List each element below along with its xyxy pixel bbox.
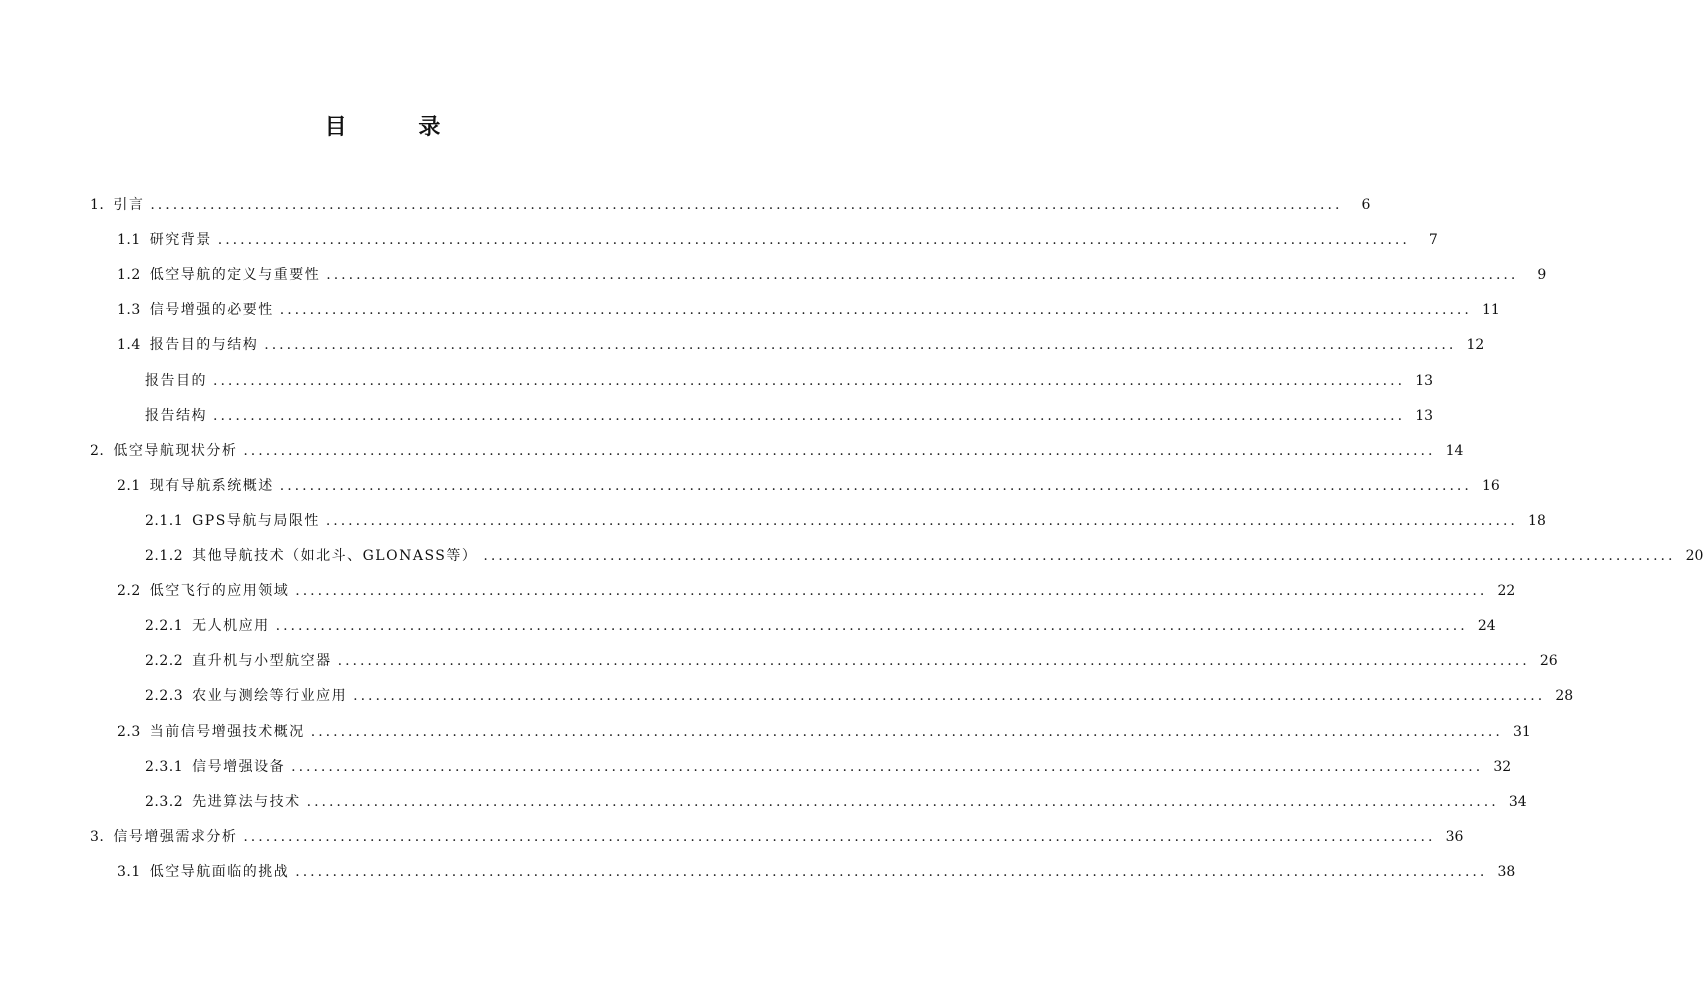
toc-entry[interactable] xyxy=(117,328,1485,362)
toc-dot-leader: ................................................................................................................................................................ xyxy=(243,442,1436,459)
toc-entry-label: 信号增强需求分析 xyxy=(113,828,238,845)
toc-entry-label: 直升机与小型航空器 xyxy=(192,653,332,670)
toc-dot-leader: ................................................................................................................................................................ xyxy=(337,653,1530,670)
toc-page-number: 28 xyxy=(1555,688,1574,705)
toc-entry-number: 2.3.2 xyxy=(145,793,184,810)
toc-entry-number: 2. xyxy=(90,442,105,459)
toc-dot-leader: ................................................................................................................................................................ xyxy=(213,372,1406,389)
toc-entry-label: 低空导航面临的挑战 xyxy=(149,863,290,880)
toc-dot-leader: ................................................................................................................................................................ xyxy=(295,863,1488,880)
page-title: 目 录 xyxy=(324,115,473,140)
toc-entry-label: 报告目的 xyxy=(145,372,207,389)
toc-entry-number: 1.1 xyxy=(117,232,141,249)
toc-page-number: 34 xyxy=(1508,793,1527,810)
toc-entry[interactable] xyxy=(145,750,1512,784)
toc-entry-number: 1.3 xyxy=(117,302,141,319)
toc-dot-leader: ................................................................................................................................................................ xyxy=(150,197,1343,213)
toc-entry-label: 报告目的与结构 xyxy=(149,337,259,354)
toc-entry-number: 2.2.2 xyxy=(145,653,184,670)
toc-dot-leader: ................................................................................................................................................................ xyxy=(295,583,1488,600)
toc-entry[interactable] xyxy=(145,399,1434,433)
toc-entry[interactable] xyxy=(145,679,1574,713)
toc-entry[interactable] xyxy=(145,364,1434,398)
toc-entry-label: 信号增强的必要性 xyxy=(149,302,274,319)
toc-page-number: 31 xyxy=(1512,723,1531,740)
toc-entry-number: 2.2 xyxy=(117,583,141,600)
toc-page-number: 13 xyxy=(1415,407,1434,424)
toc-entry-label: GPS导航与局限性 xyxy=(192,512,320,529)
toc-entry-number: 2.3.1 xyxy=(145,758,184,775)
toc-entry-label: 引言 xyxy=(113,197,145,213)
toc-page-number: 13 xyxy=(1415,372,1434,389)
toc-dot-leader: ................................................................................................................................................................ xyxy=(291,758,1484,775)
toc-page-number: 26 xyxy=(1539,653,1558,670)
toc-entry-number: 2.2.1 xyxy=(145,618,184,635)
toc-entry[interactable] xyxy=(117,293,1500,327)
toc-entry-label: 现有导航系统概述 xyxy=(149,477,274,494)
toc-entry-number: 2.1.1 xyxy=(145,512,184,529)
toc-dot-leader: ................................................................................................................................................................ xyxy=(217,232,1410,249)
toc-page-number: 24 xyxy=(1477,618,1496,635)
toc-entry-label: 当前信号增强技术概况 xyxy=(149,723,305,740)
toc-entry-number: 1.4 xyxy=(117,337,141,354)
toc-entry-number: 2.3 xyxy=(117,723,141,740)
toc-page-number: 11 xyxy=(1481,302,1500,319)
toc-page-number: 12 xyxy=(1466,337,1485,354)
toc-entry[interactable] xyxy=(145,609,1496,643)
toc-dot-leader: ................................................................................................................................................................ xyxy=(325,512,1518,529)
toc-entry-number: 2.1 xyxy=(117,477,141,494)
toc-entry-label: 其他导航技术（如北斗、GLONASS等） xyxy=(192,548,478,564)
toc-dot-leader: ................................................................................................................................................................ xyxy=(326,267,1519,284)
toc-dot-leader: ................................................................................................................................................................ xyxy=(353,688,1546,705)
toc-page-number: 38 xyxy=(1497,863,1516,880)
toc-entry-number: 3. xyxy=(90,828,105,845)
toc-page-number: 16 xyxy=(1481,477,1500,494)
toc-entry[interactable] xyxy=(145,504,1546,538)
toc-entry[interactable] xyxy=(117,258,1547,292)
toc-entry-number: 2.2.3 xyxy=(145,688,184,705)
toc-entry[interactable] xyxy=(90,820,1464,854)
toc-dot-leader: ................................................................................................................................................................ xyxy=(306,793,1499,810)
toc-dot-leader: ................................................................................................................................................................ xyxy=(243,828,1436,845)
toc-dot-leader: ................................................................................................................................................................ xyxy=(279,477,1472,494)
toc-page-number: 6 xyxy=(1361,197,1371,213)
toc-entry-number: 3.1 xyxy=(117,863,141,880)
toc-page-number: 14 xyxy=(1445,442,1464,459)
toc-entry[interactable] xyxy=(90,188,1371,222)
toc-entry-label: 先进算法与技术 xyxy=(192,793,301,810)
toc-entry[interactable] xyxy=(117,223,1438,257)
toc-entry[interactable] xyxy=(117,574,1516,608)
toc-dot-leader: ................................................................................................................................................................ xyxy=(264,337,1457,354)
toc-entry[interactable] xyxy=(117,469,1500,503)
toc-entry-number: 2.1.2 xyxy=(145,548,184,564)
toc-page-number: 32 xyxy=(1493,758,1512,775)
toc-entry[interactable] xyxy=(117,855,1516,889)
toc-entry[interactable] xyxy=(145,644,1558,678)
toc-page-number: 36 xyxy=(1445,828,1464,845)
toc-entry-label: 低空导航现状分析 xyxy=(113,442,238,459)
toc-entry[interactable] xyxy=(90,434,1464,468)
toc-entry-label: 无人机应用 xyxy=(192,618,270,635)
toc-page-number: 9 xyxy=(1537,267,1547,284)
toc-entry[interactable] xyxy=(145,539,1703,573)
toc-dot-leader: ................................................................................................................................................................ xyxy=(483,548,1676,564)
toc-entry[interactable] xyxy=(117,715,1531,749)
toc-page-number: 22 xyxy=(1497,583,1516,600)
toc-dot-leader: ................................................................................................................................................................ xyxy=(279,302,1472,319)
toc-entry-label: 低空飞行的应用领域 xyxy=(149,583,290,600)
toc-page-number: 18 xyxy=(1528,512,1546,529)
toc-page-number: 20 xyxy=(1685,548,1703,564)
toc-entry-label: 研究背景 xyxy=(149,232,212,249)
toc-entry-label: 低空导航的定义与重要性 xyxy=(149,267,321,284)
toc-entry-number: 1. xyxy=(90,197,105,213)
toc-dot-leader: ................................................................................................................................................................ xyxy=(213,407,1406,424)
toc-entry-label: 农业与测绘等行业应用 xyxy=(192,688,348,705)
toc-entry-number: 1.2 xyxy=(117,267,141,284)
toc-dot-leader: ................................................................................................................................................................ xyxy=(310,723,1503,740)
toc-entry-label: 信号增强设备 xyxy=(192,758,286,775)
toc-entry-label: 报告结构 xyxy=(145,407,207,424)
toc-dot-leader: ................................................................................................................................................................ xyxy=(275,618,1468,635)
toc-page-number: 7 xyxy=(1428,232,1438,249)
toc-entry[interactable] xyxy=(145,785,1527,819)
